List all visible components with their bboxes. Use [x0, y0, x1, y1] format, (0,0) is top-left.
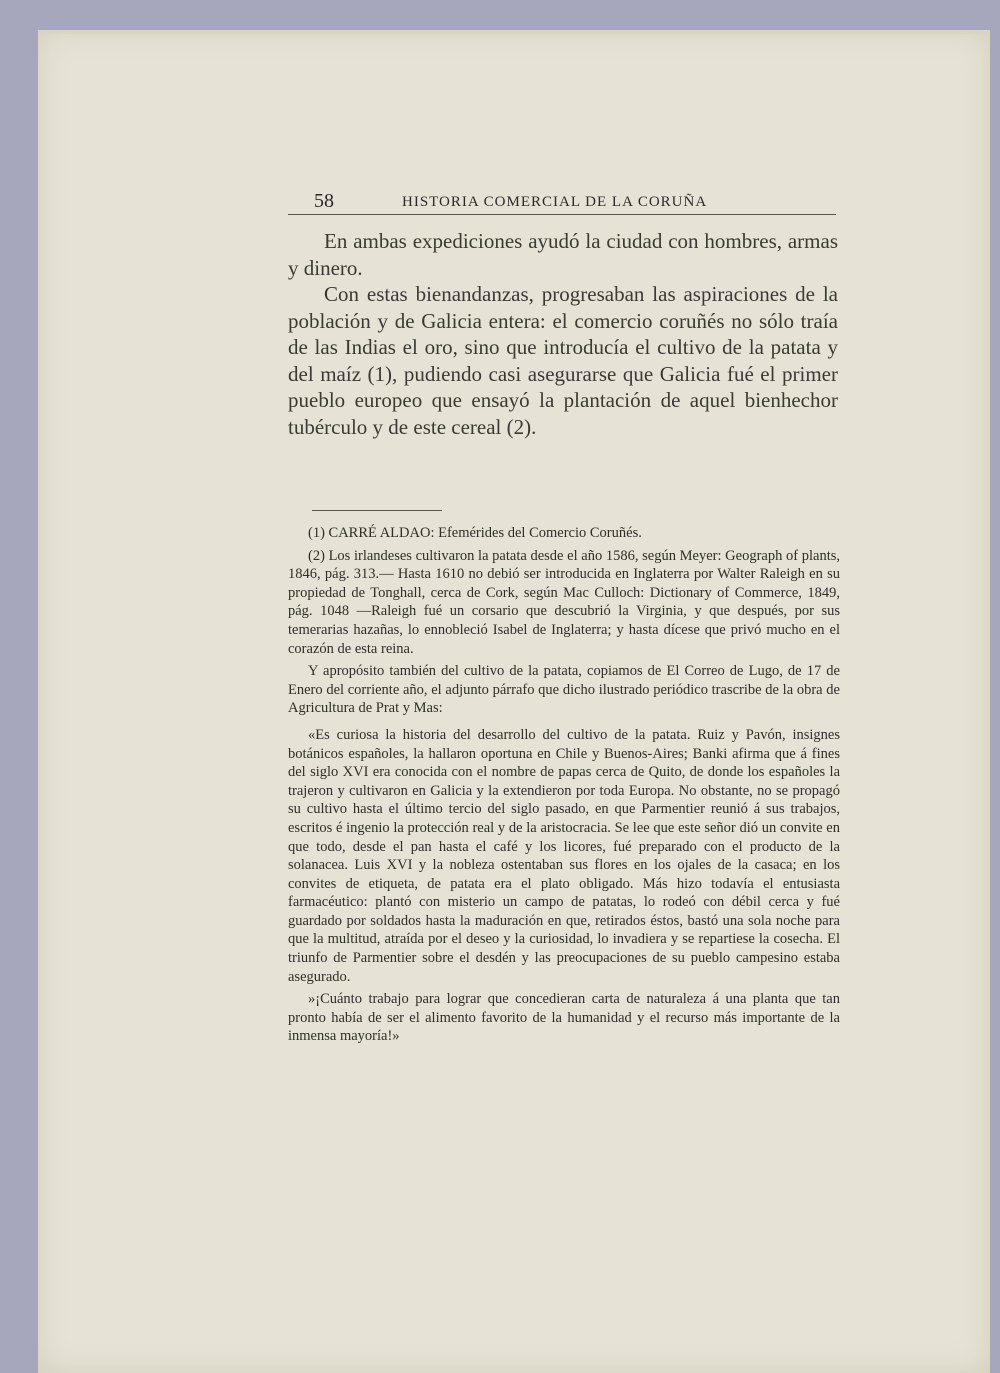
body-paragraph-2: Con estas bienandanzas, progresaban las aspiraciones de la población y de Galicia entera: el comercio coruñés no sólo traía de las Indias el oro, sino que introducía el cultivo de la patata y del maíz (1), pudiendo casi asegurarse que Galicia fué el primer pueblo europeo que ensayó la plantación de aquel bienhechor tubérculo y de este cereal (2). [288, 282, 838, 439]
footnote-2: (2) Los irlandeses cultivaron la patata desde el año 1586, según Meyer: Geograph of plants, 1846, pág. 313.— Hasta 1610 no debió ser introducida en Inglaterra por Walter Raleigh en su propiedad de Tonghall, cerca de Cork, según Mac Culloch: Dictionary of Commerce, 1849, pág. 1048 —Raleigh fué un corsario que descubrió la Virginia, y que después, por sus temerarias hazañas, lo ennobleció Isabel de Inglaterra; y hasta dícese que privó mucho en el corazón de esta reina. [288, 547, 840, 657]
footnote-rule [312, 510, 442, 511]
footnote-3: Y apropósito también del cultivo de la patata, copiamos de El Correo de Lugo, de 17 de Enero del corriente año, el adjunto párrafo que dicho ilustrado periódico trascribe de la obra de Agricultura de Prat y Mas: [288, 663, 840, 717]
main-text [288, 228, 838, 440]
running-title: HISTORIA COMERCIAL DE LA CORUÑA [402, 194, 708, 210]
page-edge [38, 30, 990, 34]
footnotes [288, 524, 840, 1050]
body-paragraph-1: En ambas expediciones ayudó la ciudad con hombres, armas y dinero. [288, 229, 838, 280]
header-rule [288, 214, 836, 215]
footnote-quote-1: «Es curiosa la historia del desarrollo del cultivo de la patata. Ruiz y Pavón, insignes botánicos españoles, la hallaron oportuna en Chile y Buenos-Aires; Banki afirma que á fines del siglo XVI era conocida con el nombre de papas cerca de Quito, de donde los españoles la trajeron y cultivaron en Galicia y la extendieron por toda Europa. No obstante, no se propagó su cultivo hasta el último tercio del siglo pasado, en que Parmentier reunió á sus trabajos, escritos é ingenio la protección real y de la aristocracia. Se lee que este señor dió un convite en que todo, desde el pan hasta el café y los licores, fué preparado con el producto de la solanacea. Luis XVI y la nobleza ostentaban sus flores en los ojales de la casaca; en los convites de etiqueta, de patata era el plato obligado. Más hizo todavía el entusiasta farmacéutico: plantó con misterio un campo de patatas, lo rodeó con débil cerca y fué guardado por soldados hasta la maduración en que, retirados éstos, bastó una sola noche para que la multitud, atraída por el deseo y la curiosidad, lo invadiera y se repartiese la cosecha. El triunfo de Parmentier sobre el desdén y las preocupaciones de su pueblo campesino estaba asegurado. [288, 726, 840, 985]
page-number: 58 [314, 190, 334, 212]
footnote-quote-2: »¡Cuánto trabajo para lograr que concedieran carta de naturaleza á una planta que tan pronto había de ser el alimento favorito de la humanidad y el recurso más importante de la inmensa mayoría!» [288, 991, 840, 1045]
footnote-1: (1) CARRÉ ALDAO: Efemérides del Comercio Coruñés. [308, 525, 642, 541]
